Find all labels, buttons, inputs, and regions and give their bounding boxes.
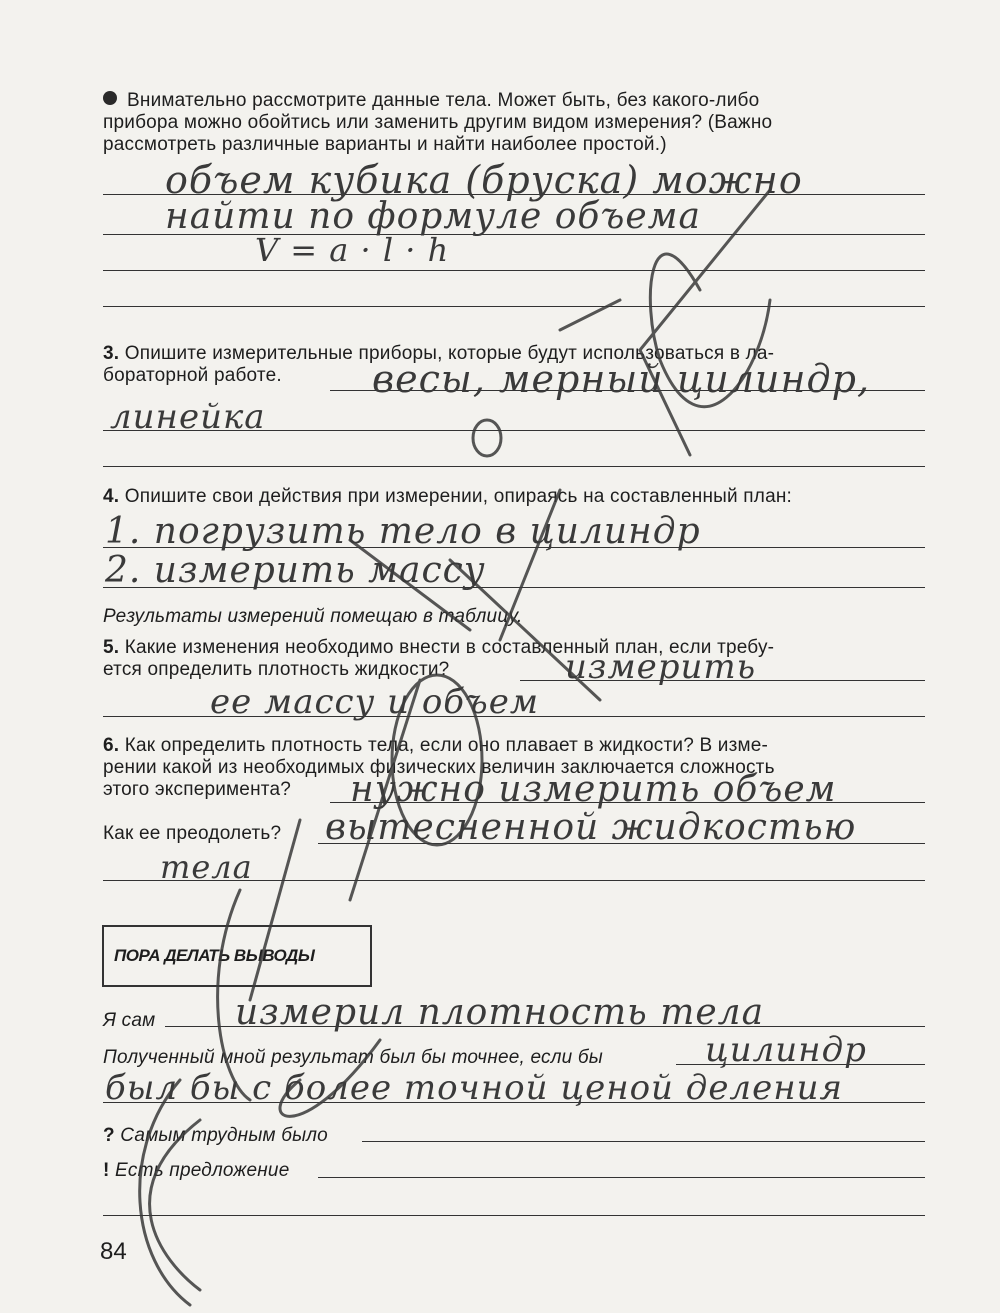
page-number: 84 [100, 1238, 127, 1265]
precise-label: Полученный мной результат был бы точнее, если бы [103, 1047, 603, 1068]
question-mark-icon: ? [103, 1125, 115, 1146]
intro-answer-1: объем кубика (бруска) можно [165, 158, 803, 202]
question-4 [103, 486, 933, 508]
hardest-row: ? Самым трудным было [103, 1125, 328, 1146]
answer-line [103, 1215, 925, 1216]
conclusions-stamp [102, 925, 372, 987]
self-label: Я сам [103, 1010, 156, 1031]
scribble-circle [473, 420, 501, 456]
intro-answer-3: V = a · l · h [255, 231, 450, 269]
intro-line-3: рассмотреть различные варианты и найти наиболее простой.) [103, 134, 667, 155]
self-answer: измерил плотность тела [235, 992, 765, 1033]
suggest-row: ! Есть предложение [103, 1160, 290, 1181]
q5-line-1: 5. Какие изменения необходимо внести в составленный план, если требу- [103, 637, 775, 658]
intro-line-2: прибора можно обойтись или заменить другим видом измерения? (Важно [103, 112, 773, 133]
intro-line-1: Внимательно рассмотрите данные тела. Может быть, без какого-либо [103, 90, 933, 112]
q6-line-1: 6. Как определить плотность тела, если оно плавает в жидкости? В изме- [103, 735, 769, 756]
answer-line [362, 1141, 925, 1142]
results-note: Результаты измерений помещаю в таблицу. [103, 606, 523, 627]
q6-line-2: рении какой из необходимых физических величин заключается сложность [103, 757, 775, 778]
q3-line-1: 3. Опишите измерительные приборы, которые будут использоваться в ла- [103, 343, 775, 364]
answer-line [103, 270, 925, 271]
scribble-stroke [560, 300, 620, 330]
q4-answer-1: 1. погрузить тело в цилиндр [105, 511, 701, 552]
intro-question [103, 90, 933, 156]
precise-answer-1: цилиндр [705, 1030, 867, 1070]
intro-answer-2: найти по формуле объема [165, 196, 701, 237]
q6-answer-2: вытесненной жидкостью [325, 807, 857, 848]
q5-answer-1: измерить [565, 647, 757, 687]
question-5 [103, 637, 933, 681]
q3-answer-2: линейка [110, 397, 266, 437]
scribble-stroke [140, 1080, 190, 1305]
q4-answer-2: 2. измерить массу [105, 550, 486, 591]
answer-line [103, 466, 925, 467]
q6-line-4: Как ее преодолеть? [103, 823, 282, 844]
bullet-icon [103, 91, 117, 105]
q3-line-2: бораторной работе. [103, 365, 282, 386]
answer-line [103, 306, 925, 307]
precise-answer-2: был бы с более точной ценой деления [105, 1068, 844, 1108]
q5-line-2: ется определить плотность жидкости? [103, 659, 450, 680]
q6-answer-3: тела [160, 848, 253, 886]
q4-line-1: 4. Опишите свои действия при измерении, опираясь на составленный план: [103, 486, 793, 507]
exclamation-icon: ! [103, 1160, 110, 1181]
q6-answer-1: нужно измерить объем [350, 769, 837, 810]
answer-line [318, 1177, 925, 1178]
q5-answer-2: ее массу и объем [210, 682, 540, 722]
q3-answer-1: весы, мерный цилиндр, [372, 357, 871, 401]
stamp-text: ПОРА ДЕЛАТЬ ВЫВОДЫ [114, 946, 315, 965]
q6-line-3: этого эксперимента? [103, 779, 291, 800]
